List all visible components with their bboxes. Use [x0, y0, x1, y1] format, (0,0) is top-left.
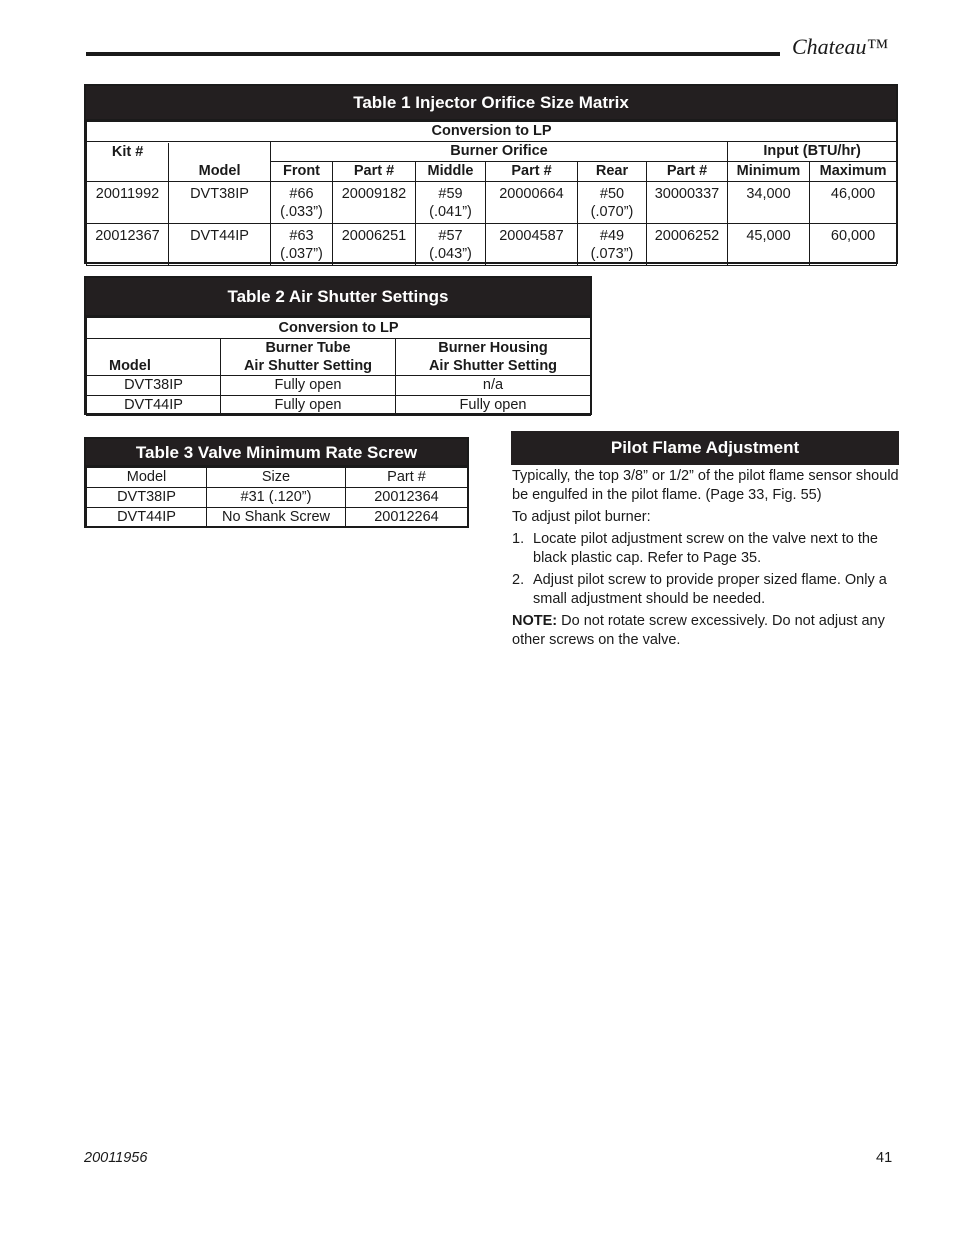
cell-front	[271, 224, 333, 266]
cell-model: DVT38IP	[87, 488, 207, 508]
table2-col-housing-line2: Air Shutter Setting	[428, 358, 558, 374]
cell-kit: 20011992	[87, 182, 169, 224]
table1-col-front: Front	[271, 162, 333, 182]
table1-col-front-part: Part #	[333, 162, 416, 182]
note-label: NOTE:	[512, 613, 558, 629]
cell-middle-number: #59	[438, 186, 463, 202]
page-number: 41	[876, 1150, 893, 1166]
pilot-steps	[512, 530, 902, 609]
cell-size: #31 (.120”)	[207, 488, 346, 508]
table1-col-kit: Kit #	[111, 144, 144, 160]
table2-conversion: Conversion to LP	[87, 318, 591, 339]
table-row	[87, 224, 897, 266]
table1-col-middle-part: Part #	[486, 162, 578, 182]
cell-tube: Fully open	[221, 376, 396, 396]
cell-front-number: #66	[289, 186, 314, 202]
table1-col-model: Model	[168, 143, 270, 181]
pilot-section-body	[512, 467, 902, 653]
table-row	[87, 508, 468, 528]
cell-model: DVT38IP	[87, 376, 221, 396]
table-injector-orifice	[84, 84, 898, 264]
table1-group-burner: Burner Orifice	[271, 142, 728, 162]
list-item	[512, 571, 902, 609]
table2-title: Table 2 Air Shutter Settings	[86, 278, 590, 317]
cell-middle-size: (.043”)	[429, 246, 472, 262]
cell-rear	[578, 182, 647, 224]
header-rule	[86, 52, 780, 56]
table3-title: Table 3 Valve Minimum Rate Screw	[86, 439, 467, 467]
table1-title: Table 1 Injector Orifice Size Matrix	[86, 86, 896, 121]
cell-model: DVT44IP	[87, 508, 207, 528]
cell-middle-size: (.041”)	[429, 204, 472, 220]
cell-front-number: #63	[289, 228, 314, 244]
cell-middle-number: #57	[438, 228, 463, 244]
table3-grid	[86, 467, 468, 528]
cell-part: 20012364	[346, 488, 468, 508]
table2-col-tube-line2: Air Shutter Setting	[243, 358, 373, 374]
cell-model: DVT44IP	[87, 396, 221, 416]
table-row	[87, 488, 468, 508]
cell-housing: Fully open	[396, 396, 591, 416]
cell-rear-part: 20006252	[647, 224, 728, 266]
brand-name: Chateau™	[792, 34, 889, 59]
step-number: 2.	[512, 572, 525, 588]
table-air-shutter	[84, 276, 592, 415]
table1-col-rear-part: Part #	[647, 162, 728, 182]
cell-front-part: 20009182	[333, 182, 416, 224]
cell-minimum: 45,000	[728, 224, 810, 266]
cell-maximum: 46,000	[810, 182, 897, 224]
table1-col-middle: Middle	[416, 162, 486, 182]
cell-middle-part: 20004587	[486, 224, 578, 266]
table2-grid	[86, 317, 591, 416]
table3-col-part: Part #	[346, 468, 468, 488]
pilot-note	[512, 612, 902, 650]
list-item	[512, 530, 902, 568]
table-row	[87, 376, 591, 396]
cell-maximum: 60,000	[810, 224, 897, 266]
cell-housing: n/a	[396, 376, 591, 396]
doc-number: 20011956	[84, 1150, 148, 1166]
step-text: Adjust pilot screw to provide proper sized flame. Only a small adjustment should be needed.	[533, 572, 887, 607]
cell-part: 20012264	[346, 508, 468, 528]
table1-col-maximum: Maximum	[810, 162, 897, 182]
table1-grid	[86, 121, 897, 266]
cell-rear-size: (.070”)	[590, 204, 634, 220]
table-row	[87, 396, 591, 416]
cell-kit: 20012367	[87, 224, 169, 266]
table3-col-size: Size	[207, 468, 346, 488]
cell-middle	[416, 182, 486, 224]
table2-col-model: Model	[87, 339, 221, 376]
table1-conversion: Conversion to LP	[87, 122, 897, 142]
cell-rear	[578, 224, 647, 266]
table-row	[87, 182, 897, 224]
cell-middle-part: 20000664	[486, 182, 578, 224]
cell-minimum: 34,000	[728, 182, 810, 224]
cell-front-part: 20006251	[333, 224, 416, 266]
step-number: 1.	[512, 531, 525, 547]
cell-model: DVT44IP	[169, 224, 271, 266]
pilot-section-title: Pilot Flame Adjustment	[511, 431, 899, 465]
cell-rear-number: #50	[599, 186, 625, 202]
cell-tube: Fully open	[221, 396, 396, 416]
table-valve-min-rate	[84, 437, 469, 528]
cell-rear-part: 30000337	[647, 182, 728, 224]
table2-col-housing-line1: Burner Housing	[438, 340, 548, 356]
table1-col-minimum: Minimum	[728, 162, 810, 182]
cell-front-size: (.037”)	[280, 246, 323, 262]
table1-col-rear: Rear	[578, 162, 647, 182]
note-text: Do not rotate screw excessively. Do not adjust any other screws on the valve.	[512, 613, 885, 648]
cell-model: DVT38IP	[169, 182, 271, 224]
pilot-lead: To adjust pilot burner:	[512, 509, 651, 525]
step-text: Locate pilot adjustment screw on the valve next to the black plastic cap. Refer to Page 35.	[533, 531, 878, 566]
cell-front	[271, 182, 333, 224]
table2-col-tube	[221, 339, 396, 376]
table3-col-model: Model	[87, 468, 207, 488]
cell-rear-size: (.073”)	[590, 246, 634, 262]
cell-size: No Shank Screw	[207, 508, 346, 528]
table2-col-housing	[396, 339, 591, 376]
table2-col-tube-line1: Burner Tube	[265, 340, 351, 356]
table1-group-input: Input (BTU/hr)	[728, 142, 897, 162]
pilot-intro: Typically, the top 3/8” or 1/2” of the pilot flame sensor should be engulfed in the pilot flame. (Page 33, Fig. 55)	[512, 468, 899, 503]
cell-front-size: (.033”)	[280, 204, 323, 220]
cell-rear-number: #49	[599, 228, 625, 244]
cell-middle	[416, 224, 486, 266]
